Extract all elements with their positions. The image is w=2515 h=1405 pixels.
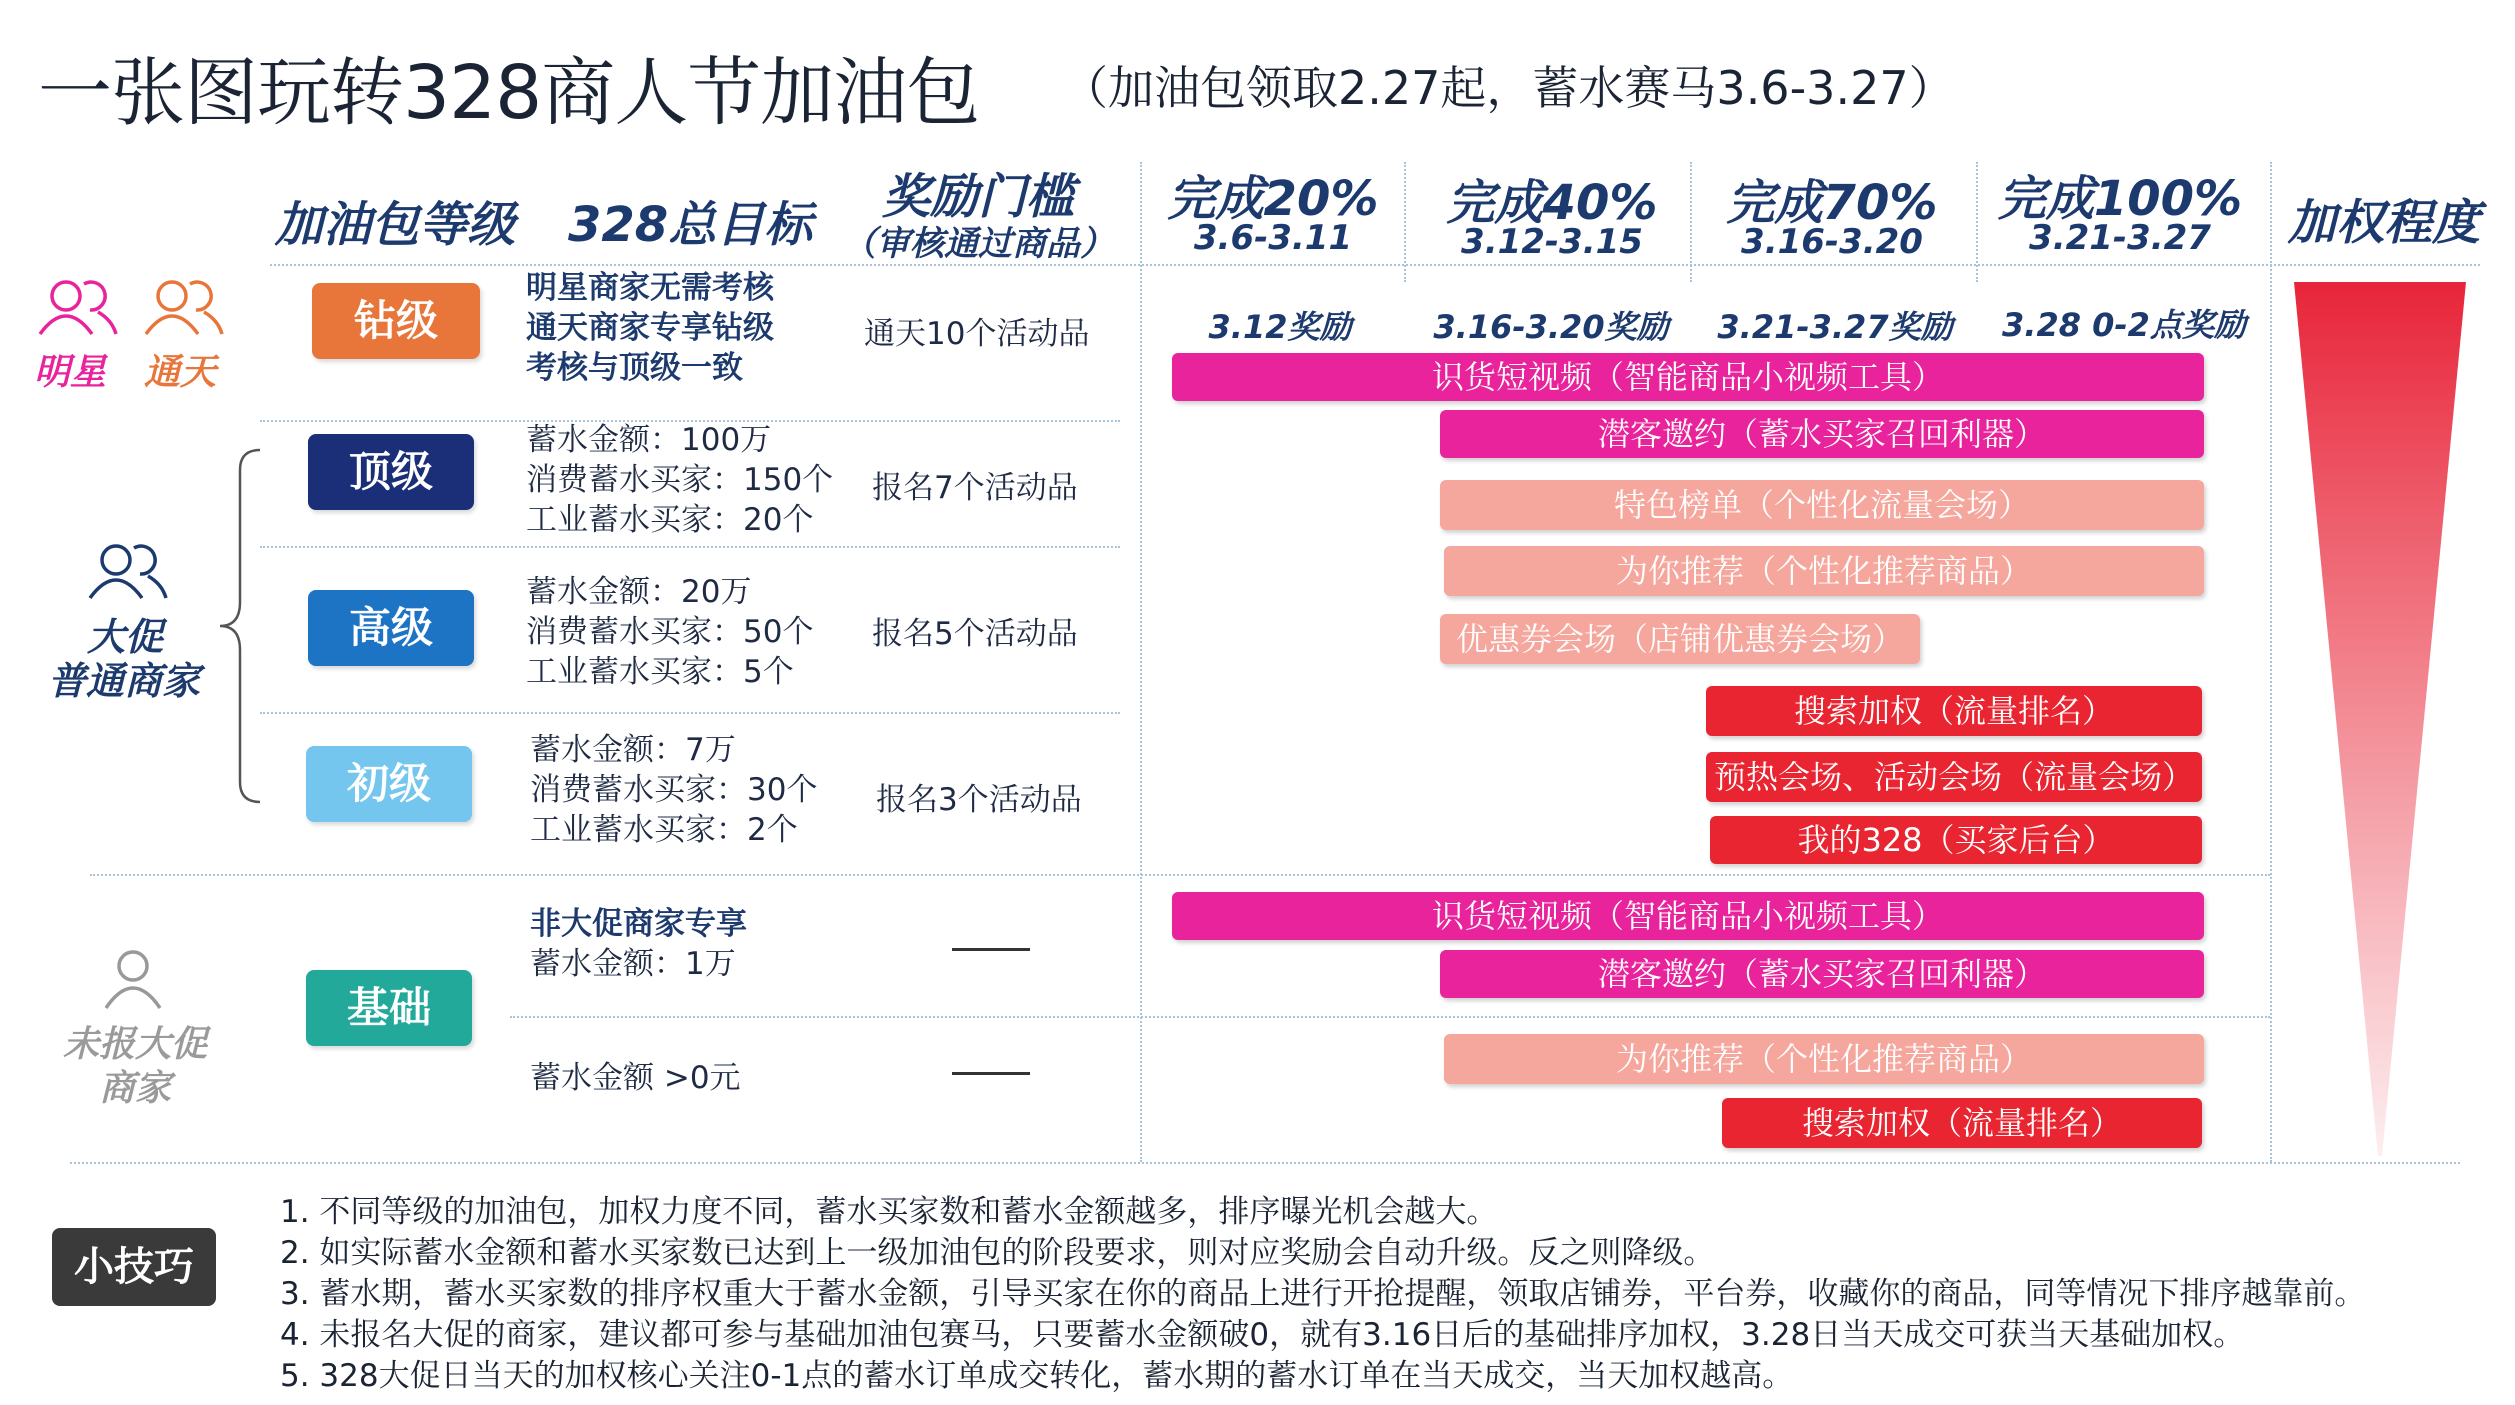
- column-divider: [1404, 162, 1406, 282]
- column-divider: [1976, 162, 1978, 282]
- column-divider: [2270, 162, 2272, 1162]
- goal-diamond: [526, 268, 774, 388]
- tip-item: 1. 不同等级的加油包，加权力度不同，蓄水买家数和蓄水金额越多，排序曝光机会越大。: [280, 1194, 1498, 1230]
- level-badge-diamond: 钻级: [312, 283, 480, 359]
- weight-gradient-icon: [2290, 280, 2470, 1160]
- level-badge-top: 顶级: [308, 434, 474, 510]
- goal-line: 蓄水金额：7万: [530, 732, 736, 768]
- threshold-top: 报名7个活动品: [872, 470, 1078, 506]
- goal-line: 蓄水金额：20万: [526, 574, 752, 610]
- tip-item: 3. 蓄水期，蓄水买家数的排序权重大于蓄水金额，引导买家在你的商品上进行开抢提醒，领取店铺券，平台券，收藏你的商品，同等情况下排序越靠前。: [280, 1276, 2366, 1312]
- goal-line: 工业蓄水买家：2个: [530, 812, 798, 848]
- goal-line: 蓄水金额：100万: [526, 422, 772, 458]
- header-phase-3-dates: 3.16-3.20: [1741, 222, 1923, 262]
- header-threshold: 奖励门槛: [882, 169, 1075, 225]
- column-divider: [1690, 162, 1692, 282]
- group-label-nopromo-2: 商家: [98, 1068, 171, 1109]
- header-weight: 加权程度: [2288, 195, 2481, 251]
- header-goal: 328总目标: [568, 197, 813, 253]
- level-badge-basic: 基础: [306, 970, 472, 1046]
- goal-line: 工业蓄水买家：5个: [526, 654, 794, 690]
- threshold-basic-none: [952, 1072, 1030, 1075]
- header-threshold-sub: （审核通过商品）: [842, 224, 1114, 264]
- reward-label-4: 3.28 0-2点奖励: [2002, 306, 2246, 344]
- benefit-bar-recommend: 为你推荐（个性化推荐商品）: [1444, 546, 2204, 596]
- threshold-advanced: 报名5个活动品: [872, 616, 1078, 652]
- threshold-basic-none: [952, 948, 1030, 951]
- goal-basic: [530, 904, 747, 984]
- row-divider: [260, 712, 1120, 714]
- header-phase-4-dates: 3.21-3.27: [2029, 218, 2211, 258]
- tip-item: 5. 328大促日当天的加权核心关注0-1点的蓄水订单成交转化，蓄水期的蓄水订单在当天成交，当天加权越高。: [280, 1358, 1794, 1394]
- header-phase-1: 完成20%: [1167, 171, 1379, 227]
- table-bottom-divider: [70, 1162, 2460, 1164]
- people-icon: [138, 272, 228, 342]
- people-icon: [82, 536, 172, 606]
- benefit-bar-search: 搜索加权（流量排名）: [1706, 686, 2202, 736]
- row-divider: [510, 1016, 2270, 1018]
- group-bracket: [210, 446, 270, 806]
- group-label-tongtian: 通天: [144, 352, 217, 393]
- group-label-nopromo-1: 未报大促: [62, 1024, 207, 1065]
- goal-line: 考核与顶级一致: [526, 350, 743, 386]
- goal-line: 蓄水金额：1万: [530, 946, 736, 982]
- header-phase-2-dates: 3.12-3.15: [1461, 222, 1643, 262]
- goal-line: 明星商家无需考核: [526, 270, 774, 306]
- goal-line: 消费蓄水买家：150个: [526, 462, 834, 498]
- page-title: 一张图玩转328商人节加油包: [38, 50, 980, 136]
- header-level: 加油包等级: [275, 197, 516, 253]
- threshold-diamond: 通天10个活动品: [864, 316, 1090, 352]
- benefit-bar-coupon: 优惠券会场（店铺优惠券会场）: [1440, 614, 1920, 664]
- people-icon: [32, 272, 122, 342]
- basic-bar-recommend: 为你推荐（个性化推荐商品）: [1444, 1034, 2204, 1084]
- tips-badge: 小技巧: [52, 1228, 216, 1306]
- goal-line: 消费蓄水买家：30个: [530, 772, 818, 808]
- tip-item: 4. 未报名大促的商家，建议都可参与基础加油包赛马，只要蓄水金额破0，就有3.16日后的基础排序加权，3.28日当天成交可获当天基础加权。: [280, 1317, 2245, 1353]
- benefit-bar-venue: 预热会场、活动会场（流量会场）: [1706, 752, 2202, 802]
- header-phase-3: 完成70%: [1726, 175, 1938, 231]
- header-phase-4: 完成100%: [1997, 171, 2243, 227]
- reward-label-1: 3.12奖励: [1208, 308, 1352, 346]
- header-divider: [270, 264, 2480, 266]
- basic-bar-invite: 潜客邀约（蓄水买家召回利器）: [1440, 950, 2204, 998]
- reward-label-2: 3.16-3.20奖励: [1433, 308, 1669, 346]
- goal-line: 通天商家专享钻级: [526, 310, 774, 346]
- group-label-promo-2: 普通商家: [47, 659, 200, 703]
- tip-item: 2. 如实际蓄水金额和蓄水买家数已达到上一级加油包的阶段要求，则对应奖励会自动升级。反之则降级。: [280, 1235, 1715, 1271]
- reward-label-3: 3.21-3.27奖励: [1717, 308, 1953, 346]
- page-subtitle: （加油包领取2.27起，蓄水赛马3.6-3.27）: [1062, 61, 1955, 115]
- goal-junior: [530, 730, 817, 850]
- goal-top: [526, 420, 833, 540]
- goal-line: 消费蓄水买家：50个: [526, 614, 814, 650]
- header-phase-2: 完成40%: [1446, 175, 1658, 231]
- basic-bar-search: 搜索加权（流量排名）: [1722, 1098, 2202, 1148]
- goal-advanced: [526, 572, 813, 692]
- goal-basic-2: 蓄水金额 >0元: [530, 1060, 741, 1096]
- benefit-bar-my328: 我的328（买家后台）: [1710, 816, 2202, 864]
- goal-line: 工业蓄水买家：20个: [526, 502, 814, 538]
- benefit-bar-ranking: 特色榜单（个性化流量会场）: [1440, 480, 2204, 530]
- benefit-bar-invite: 潜客邀约（蓄水买家召回利器）: [1440, 410, 2204, 458]
- header-phase-1-dates: 3.6-3.11: [1193, 218, 1353, 258]
- row-divider: [260, 546, 1120, 548]
- level-badge-junior: 初级: [306, 746, 472, 822]
- group-label-star: 明星: [34, 352, 107, 393]
- section-divider: [90, 874, 2270, 876]
- person-icon: [98, 944, 168, 1014]
- goal-line: 非大促商家专享: [530, 906, 747, 942]
- column-divider: [1140, 162, 1142, 1162]
- level-badge-advanced: 高级: [308, 590, 474, 666]
- group-label-promo-1: 大促: [86, 615, 163, 659]
- benefit-bar-video: 识货短视频（智能商品小视频工具）: [1172, 353, 2204, 401]
- threshold-junior: 报名3个活动品: [876, 782, 1082, 818]
- basic-bar-video: 识货短视频（智能商品小视频工具）: [1172, 892, 2204, 940]
